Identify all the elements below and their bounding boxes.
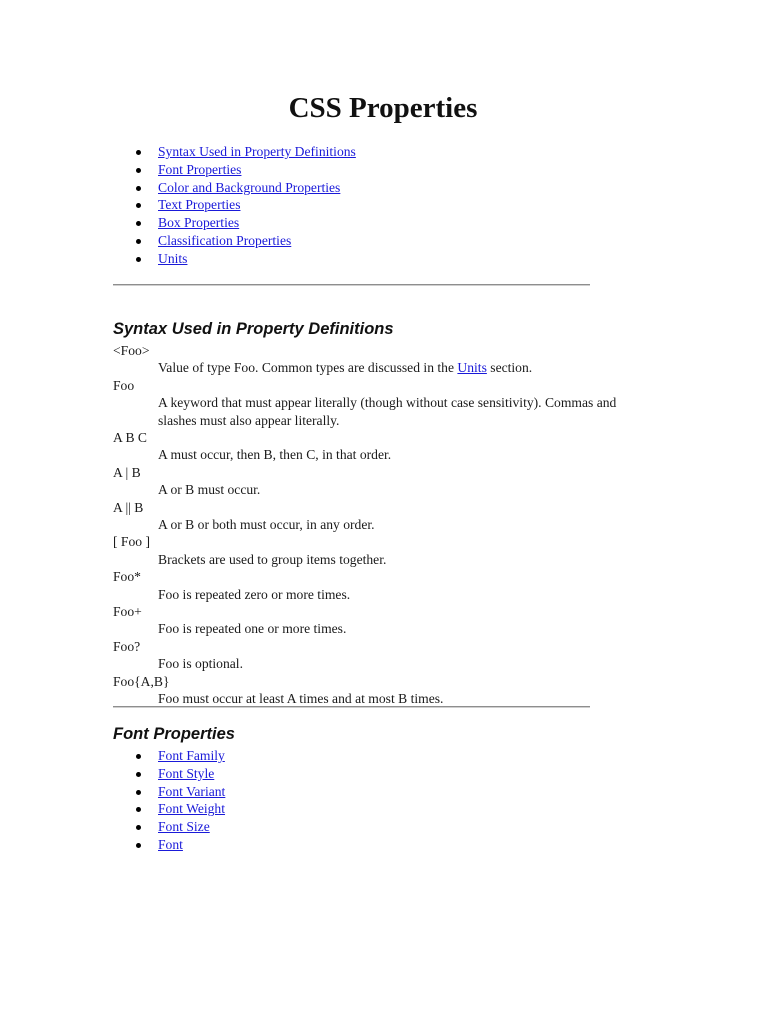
definition-description [158,359,653,376]
definition-term: Foo? [113,638,141,654]
definition-term: [ Foo ] [113,534,151,550]
toc-item-units [113,250,356,268]
definition-term: A B C [113,430,147,445]
definition-description: A or B or both must occur, in any order. [158,516,375,532]
toc-link-text[interactable]: Text Properties [158,197,241,213]
font-size-link[interactable]: Font Size [158,819,210,835]
page-title: CSS Properties [288,92,478,124]
toc-item-font [113,161,356,179]
definition-text: section. [486,360,533,376]
horizontal-rule [113,284,590,286]
toc-item-box [113,214,356,232]
bullet-icon [136,807,141,812]
bullet-icon [136,790,141,795]
toc-link-units[interactable]: Units [158,250,188,266]
bullet-icon [136,825,141,830]
definition-term: <Foo> [113,343,150,358]
section-heading-syntax: Syntax Used in Property Definitions [113,320,394,338]
definition-description: A or B must occur. [158,482,261,498]
bullet-icon [136,203,141,208]
definition-description: Foo is repeated zero or more times. [158,586,351,602]
definition-term: Foo{A,B} [113,673,170,689]
font-variant-link[interactable]: Font Variant [158,783,226,799]
font-style-link[interactable]: Font Style [158,765,215,781]
definition-description: Foo is repeated one or more times. [158,621,347,637]
definition-term: Foo* [113,569,141,585]
definition-description: Brackets are used to group items together. [158,551,387,567]
definition-term: Foo+ [113,603,142,619]
font-family-link[interactable]: Font Family [158,748,225,763]
definition-term: A || B [113,499,144,515]
font-link[interactable]: Font [158,836,183,852]
definition-description: A must occur, then B, then C, in that order. [158,447,392,463]
list-item [113,836,225,854]
bullet-icon [136,186,141,191]
bullet-icon [136,772,141,777]
toc-item-text [113,196,356,214]
definition-description: Foo must occur at least A times and at most B times. [158,690,444,706]
bullet-icon [136,150,141,155]
list-item [113,765,225,783]
table-of-contents [113,143,356,268]
definition-term: Foo [113,377,135,393]
units-link[interactable]: Units [457,360,487,376]
font-weight-link[interactable]: Font Weight [158,801,226,817]
syntax-definition-list [113,342,653,707]
bullet-icon [136,257,141,262]
definition-term: A | B [113,464,141,480]
font-properties-list [113,747,225,854]
definition-description: Foo is optional. [158,656,243,672]
bullet-icon [136,239,141,244]
toc-link-classification[interactable]: Classification Properties [158,232,292,248]
bullet-icon [136,754,141,759]
toc-link-color-background[interactable]: Color and Background Properties [158,179,341,195]
toc-item-classification [113,232,356,250]
toc-item-color-background [113,179,356,197]
list-item [113,800,225,818]
toc-item-syntax [113,143,356,161]
bullet-icon [136,168,141,173]
list-item [113,818,225,836]
toc-link-box[interactable]: Box Properties [158,215,240,231]
horizontal-rule [113,706,590,708]
definition-text: Value of type Foo. Common types are discussed in the [158,360,458,376]
bullet-icon [136,221,141,226]
section-heading-font: Font Properties [113,725,235,743]
toc-link-font[interactable]: Font Properties [158,161,242,177]
definition-description: A keyword that must appear literally (though without case sensitivity). Commas and slashes must also appear literally. [158,395,617,428]
bullet-icon [136,843,141,848]
list-item [113,783,225,801]
list-item [113,747,225,765]
toc-link-syntax[interactable]: Syntax Used in Property Definitions [158,144,356,159]
